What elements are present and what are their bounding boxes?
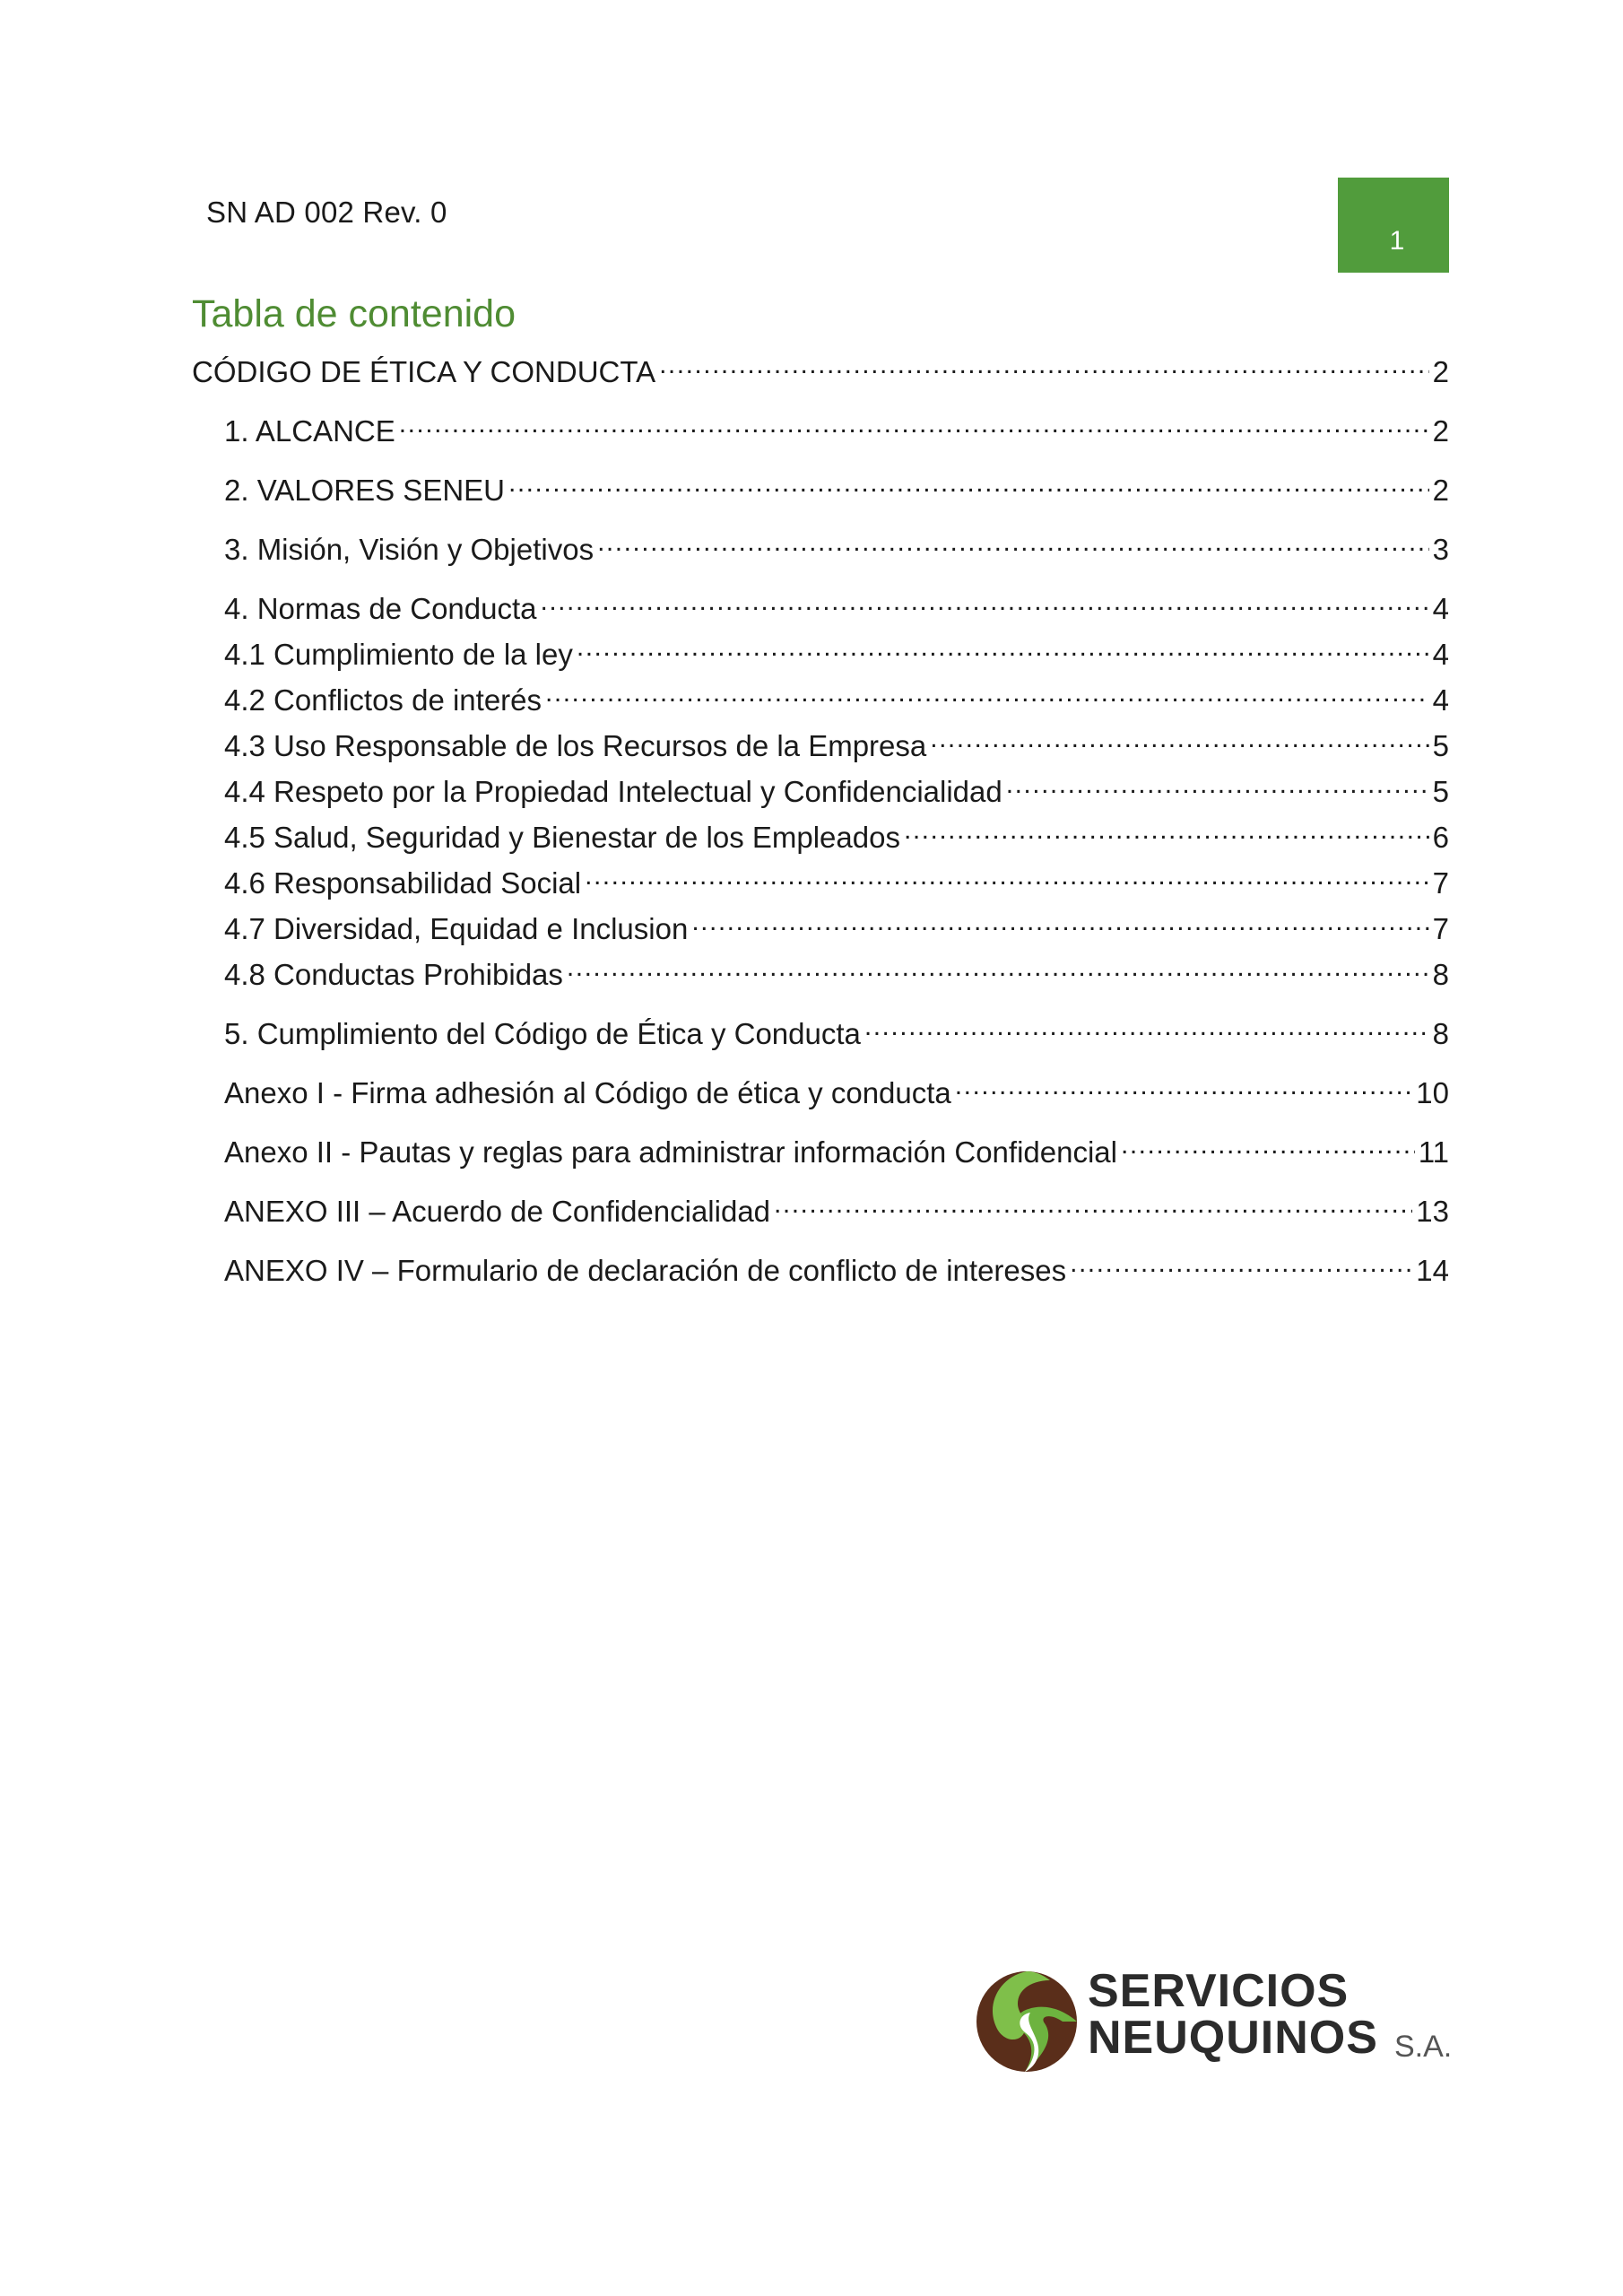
toc-leader-dots: [508, 465, 1429, 500]
toc-entry-page: 13: [1416, 1195, 1449, 1228]
toc-leader-dots: [1121, 1126, 1415, 1162]
toc-entry-page: 4: [1432, 638, 1449, 671]
toc-entry-page: 5: [1432, 775, 1449, 808]
toc-entry-page: 4: [1432, 683, 1449, 717]
toc-entry-page: 3: [1432, 533, 1449, 566]
toc-entry-page: 10: [1416, 1076, 1449, 1109]
toc-entry-text: 5. Cumplimiento del Código de Ética y Conducta: [224, 1017, 861, 1050]
toc-leader-dots: [577, 629, 1429, 665]
toc-entry-page: 7: [1432, 912, 1449, 945]
toc-entry-text: 4.8 Conductas Prohibidas: [224, 958, 563, 991]
logo-text-line2: NEUQUINOS: [1088, 2012, 1378, 2064]
toc-entry[interactable]: [224, 1126, 1449, 1170]
toc-leader-dots: [691, 903, 1428, 939]
toc-leader-dots: [541, 583, 1429, 619]
toc-entry-text: Anexo I - Firma adhesión al Código de ética y conducta: [224, 1076, 951, 1109]
toc-entry-text: Anexo II - Pautas y reglas para administrar información Confidencial: [224, 1135, 1117, 1169]
company-logo: [973, 1964, 1453, 2081]
toc-entry[interactable]: [224, 949, 1449, 993]
toc-entry-text: 3. Misión, Visión y Objetivos: [224, 533, 595, 566]
toc-leader-dots: [597, 524, 1429, 560]
toc-entry-page: 2: [1432, 355, 1449, 388]
toc-entry[interactable]: [224, 1008, 1449, 1052]
toc-leader-dots: [904, 812, 1429, 848]
toc-leader-dots: [545, 674, 1429, 710]
toc-entry-page: 4: [1432, 592, 1449, 625]
toc-leader-dots: [930, 720, 1428, 756]
toc-entry-page: 6: [1432, 821, 1449, 854]
toc-entry-page: 8: [1432, 1017, 1449, 1050]
toc-entry[interactable]: [224, 465, 1449, 509]
toc-leader-dots: [567, 949, 1429, 985]
toc-leader-dots: [399, 405, 1429, 441]
toc-entry-text: 4.7 Diversidad, Equidad e Inclusion: [224, 912, 689, 945]
toc-entry-page: 8: [1432, 958, 1449, 991]
page-number-box: [1338, 178, 1449, 273]
toc-entry-text: 4.1 Cumplimiento de la ley: [224, 638, 573, 671]
toc-entry-text: 4.3 Uso Responsable de los Recursos de la Empresa: [224, 729, 927, 762]
toc-entry-page: 5: [1432, 729, 1449, 762]
toc-entry-text: 1. ALCANCE: [224, 414, 395, 448]
toc-entry-page: 2: [1432, 474, 1449, 507]
toc-entry[interactable]: [192, 346, 1449, 390]
logo-suffix: S.A.: [1394, 2030, 1453, 2064]
toc-entry-page: 14: [1416, 1254, 1449, 1287]
toc-entry-text: 4.5 Salud, Seguridad y Bienestar de los Empleados: [224, 821, 900, 854]
toc-leader-dots: [1006, 766, 1429, 802]
toc-title: Tabla de contenido: [192, 292, 516, 335]
toc-entry-text: 4. Normas de Conducta: [224, 592, 537, 625]
toc-entry[interactable]: [224, 1245, 1449, 1289]
page-number: 1: [1389, 226, 1405, 256]
toc-entry[interactable]: [224, 720, 1449, 764]
toc-leader-dots: [864, 1008, 1429, 1044]
toc-entry[interactable]: [224, 766, 1449, 810]
toc-entry-page: 2: [1432, 414, 1449, 448]
toc-entry[interactable]: [224, 812, 1449, 856]
toc-entry-page: 7: [1432, 866, 1449, 900]
toc-entry-text: 4.6 Responsabilidad Social: [224, 866, 582, 900]
toc-entry-text: CÓDIGO DE ÉTICA Y CONDUCTA: [192, 355, 656, 388]
toc-entry-text: ANEXO III – Acuerdo de Confidencialidad: [224, 1195, 771, 1228]
logo-text-line1: SERVICIOS: [1088, 1965, 1350, 2017]
toc-entry-text: 4.2 Conflictos de interés: [224, 683, 542, 717]
toc-leader-dots: [955, 1067, 1412, 1103]
toc-entry-page: 11: [1418, 1135, 1449, 1169]
toc-entry[interactable]: [224, 1067, 1449, 1111]
toc-leader-dots: [585, 857, 1429, 893]
toc-entry-text: 2. VALORES SENEU: [224, 474, 506, 507]
logo-mark-icon: [973, 1968, 1081, 2075]
toc-entry[interactable]: [224, 857, 1449, 901]
toc-entry[interactable]: [224, 674, 1449, 718]
toc-entry[interactable]: [224, 524, 1449, 568]
toc-entry[interactable]: [224, 903, 1449, 947]
toc-entry[interactable]: [224, 629, 1449, 673]
toc-entry[interactable]: [224, 1186, 1449, 1230]
toc-leader-dots: [774, 1186, 1412, 1222]
toc-entry[interactable]: [224, 583, 1449, 627]
doc-code: SN AD 002 Rev. 0: [206, 196, 447, 229]
toc-leader-dots: [1070, 1245, 1412, 1281]
toc-entry-text: ANEXO IV – Formulario de declaración de conflicto de intereses: [224, 1254, 1067, 1287]
toc-leader-dots: [659, 346, 1429, 382]
toc-entry[interactable]: [224, 405, 1449, 449]
toc-entry-text: 4.4 Respeto por la Propiedad Intelectual y Confidencialidad: [224, 775, 1002, 808]
